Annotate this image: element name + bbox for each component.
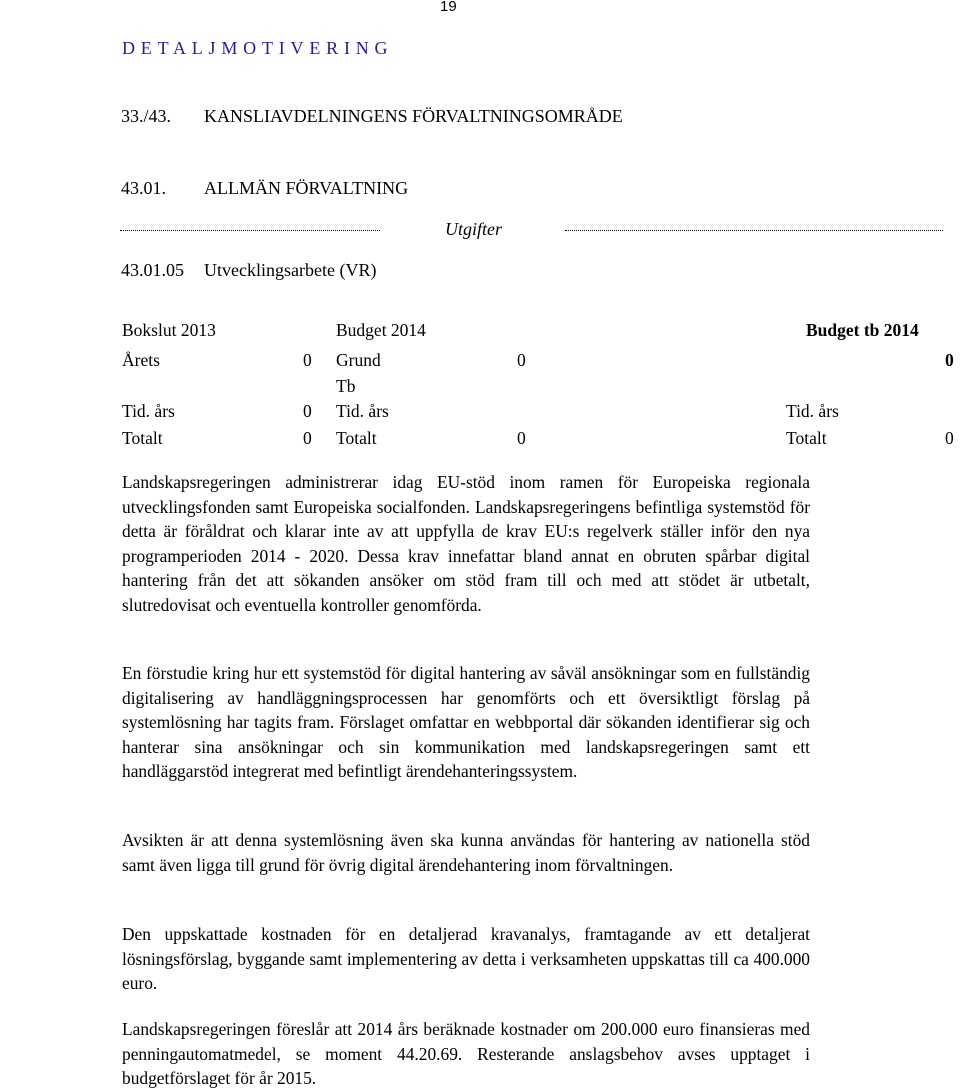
paragraph: En förstudie kring hur ett systemstöd för digital hantering av såväl ansökningar som en fullständig digitalisering av handläggningsprocessen har genomförts och ett översiktligt förslag på systemlösning har tagits fram. Förslaget omfattar en webbportal där sökanden identifierar sig och hanterar sina ansökningar och sin kommunikation med landskapsregeringen samt ett handläggarstöd integrerat med befintligt ärendehanteringssystem. xyxy=(122,663,810,782)
row-label-totalt-tb: Totalt xyxy=(786,428,827,448)
row-label-tb: Tb xyxy=(336,376,356,396)
value-totalt-tb: 0 xyxy=(945,428,954,448)
row-label-totalt: Totalt xyxy=(122,428,163,448)
paragraph: Den uppskattade kostnaden för en detaljerad kravanalys, framtagande av ett detaljerat lösningsförslag, byggande samt implementering av detta i verksamheten uppskattas till ca 400.000 euro. xyxy=(122,924,810,994)
header-budget: Budget 2014 xyxy=(336,320,426,340)
paragraph: Landskapsregeringen föreslår att 2014 års beräknade kostnader om 200.000 euro finansieras med penningautomatmedel, se moment 44.20.69. Resterande anslagsbehov avses upptaget i budgetförslaget för år 2015. xyxy=(122,1019,810,1089)
moment-number: 43.01.05 xyxy=(121,260,184,280)
value-totalt-budget: 0 xyxy=(517,428,526,448)
row-label-tid-tb: Tid. års xyxy=(786,401,839,421)
divider-line-left xyxy=(120,230,380,231)
row-label-grund: Grund xyxy=(336,350,381,370)
section-title: ALLMÄN FÖRVALTNING xyxy=(204,178,409,198)
value-grund: 0 xyxy=(517,350,526,370)
header-bokslut: Bokslut 2013 xyxy=(122,320,216,340)
section-number: 33./43. xyxy=(121,106,172,126)
paragraph: Landskapsregeringen administrerar idag EU-stöd inom ramen för Europeiska regionala utvecklingsfonden samt Europeiska socialfonden. Landskapsregeringens befintliga systemstöd för detta är föråldrat och klarar inte av att uppfylla de krav EU:s regelverk ställer inför den nya programperioden 2014 - 2020. Dessa krav innefattar bland annat en obruten spårbar digital hantering från det att sökanden ansöker om stöd fram till och med att stödet är utbetalt, slutredovisat och eventuella kontroller genomförda. xyxy=(122,472,810,615)
section-title: KANSLIAVDELNINGENS FÖRVALTNINGSOMRÅDE xyxy=(204,106,623,126)
paragraph: Avsikten är att denna systemlösning även ska kunna användas för hantering av nationella stöd samt även ligga till grund för övrig digital ärendehantering inom förvaltningen. xyxy=(122,830,810,875)
divider-line-right xyxy=(565,230,943,231)
section-number: 43.01. xyxy=(121,178,166,198)
moment-title: Utvecklingsarbete (VR) xyxy=(204,260,377,280)
value-tid: 0 xyxy=(303,401,312,421)
divider-label: Utgifter xyxy=(445,219,502,239)
value-grund-tb: 0 xyxy=(945,350,954,370)
page-number: 19 xyxy=(440,0,457,15)
header-budget-tb: Budget tb 2014 xyxy=(806,320,919,340)
row-label-totalt-budget: Totalt xyxy=(336,428,377,448)
row-label-tid-budget: Tid. års xyxy=(336,401,389,421)
document-title: DETALJMOTIVERING xyxy=(122,38,394,58)
value-totalt: 0 xyxy=(303,428,312,448)
row-label-tid: Tid. års xyxy=(122,401,175,421)
value-arets: 0 xyxy=(303,350,312,370)
row-label-arets: Årets xyxy=(122,350,160,370)
